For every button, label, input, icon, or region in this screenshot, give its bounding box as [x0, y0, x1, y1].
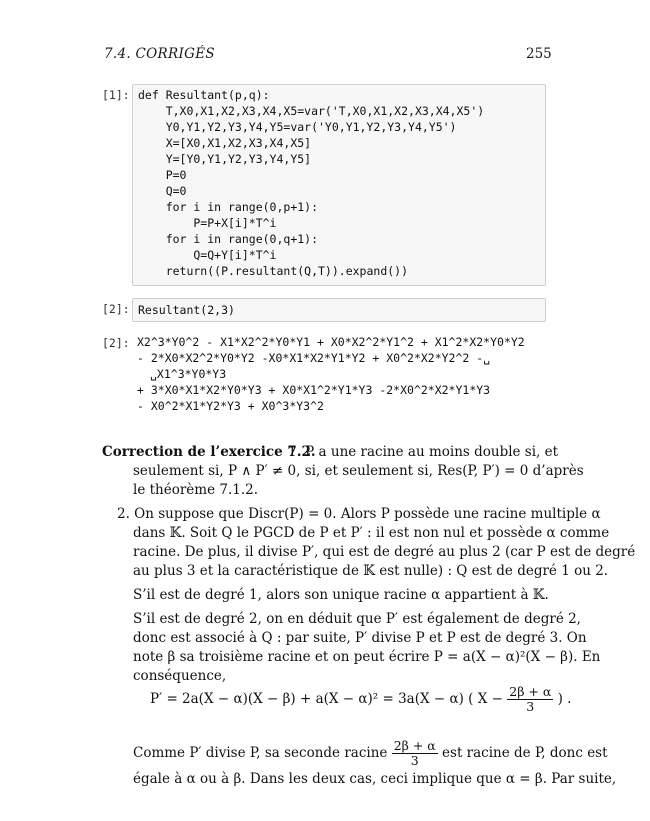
code-line: for i in range(0,q+1):	[138, 232, 319, 246]
code-line: Q=0	[138, 184, 187, 198]
output-line: - X0^2*X1*Y2*Y3 + X0^3*Y3^2	[137, 399, 324, 413]
output-line: + 3*X0*X1*X2*Y0*Y3 + X0*X1^2*Y1*Y3 -2*X0^2*X2*Y1*Y3	[137, 383, 491, 397]
item1-line: 1. P a une racine au moins double si, et	[288, 444, 559, 460]
output-line: ␣X1^3*Y0*Y3	[150, 367, 227, 381]
item2-line: conséquence,	[133, 668, 227, 684]
code-line: Y0,Y1,Y2,Y3,Y4,Y5=var('Y0,Y1,Y2,Y3,Y4,Y5')	[138, 120, 457, 134]
final-line	[133, 738, 608, 768]
fraction-denominator: 3	[526, 699, 535, 714]
code-line: Y=[Y0,Y1,Y2,Y3,Y4,Y5]	[138, 152, 312, 166]
equation-lhs: P′ = 2a(X − α)(X − β) + a(X − α)² = 3a(X − α) ( X −	[150, 691, 503, 707]
fraction-denominator: 3	[410, 753, 419, 768]
page-number: 255	[526, 46, 552, 62]
item2-line: note β sa troisième racine et on peut écrire P = a(X − α)²(X − β). En	[133, 649, 601, 665]
equation-fraction	[507, 685, 553, 714]
code-cell[interactable]	[132, 298, 546, 322]
cell-prompt: [2]:	[102, 302, 130, 316]
code-cell[interactable]	[132, 84, 546, 286]
code-line: Resultant(2,3)	[138, 303, 235, 317]
correction-title: Correction de l’exercice 7.2.	[102, 444, 316, 460]
item2-line: 2. On suppose que Discr(P) = 0. Alors P possède une racine multiple α	[117, 506, 601, 522]
item2-line: dans 𝕂. Soit Q le PGCD de P et P′ : il est non nul et possède α comme	[133, 525, 610, 541]
output-line: - 2*X0*X2^2*Y0*Y2 -X0*X1*X2*Y1*Y2 + X0^2*X2*Y2^2 -␣	[137, 351, 491, 365]
final-text-a: Comme P′ divise P, sa seconde racine	[133, 745, 388, 761]
item2-line: S’il est de degré 1, alors son unique racine α appartient à 𝕂.	[133, 587, 549, 603]
final-line: égale à α ou à β. Dans les deux cas, ceci implique que α = β. Par suite,	[133, 771, 617, 787]
output-line: X2^3*Y0^2 - X1*X2^2*Y0*Y1 + X0*X2^2*Y1^2 + X1^2*X2*Y0*Y2	[137, 335, 525, 349]
code-line: P=0	[138, 168, 187, 182]
cell-prompt: [1]:	[102, 88, 130, 102]
section-header: 7.4. CORRIGÉS	[104, 46, 215, 62]
code-line: return((P.resultant(Q,T)).expand())	[138, 264, 409, 278]
item2-line: racine. De plus, il divise P′, qui est de degré au plus 2 (car P est de degré	[133, 544, 636, 560]
code-line: X=[X0,X1,X2,X3,X4,X5]	[138, 136, 312, 150]
item2-line: S’il est de degré 2, on en déduit que P′ est également de degré 2,	[133, 611, 581, 627]
item2-line: au plus 3 et la caractéristique de 𝕂 est nulle) : Q est de degré 1 ou 2.	[133, 563, 609, 579]
code-line: for i in range(0,p+1):	[138, 200, 319, 214]
inline-fraction	[392, 739, 438, 768]
item1-line: seulement si, P ∧ P′ ≠ 0, si, et seulement si, Res(P, P′) = 0 d’après	[133, 463, 584, 479]
code-line: T,X0,X1,X2,X3,X4,X5=var('T,X0,X1,X2,X3,X4,X5')	[138, 104, 485, 118]
fraction-numerator: 2β + α	[509, 684, 552, 699]
output-prompt: [2]:	[102, 336, 130, 350]
equation-rhs: ) .	[557, 691, 572, 707]
item1-line: le théorème 7.1.2.	[133, 482, 259, 498]
item2-line: donc est associé à Q : par suite, P′ divise P et P est de degré 3. On	[133, 630, 587, 646]
final-text-b: est racine de P, donc est	[442, 745, 608, 761]
code-line: def Resultant(p,q):	[138, 88, 270, 102]
code-line: P=P+X[i]*T^i	[138, 216, 277, 230]
fraction-numerator: 2β + α	[393, 738, 436, 753]
display-equation	[150, 682, 571, 716]
code-line: Q=Q+Y[i]*T^i	[138, 248, 277, 262]
